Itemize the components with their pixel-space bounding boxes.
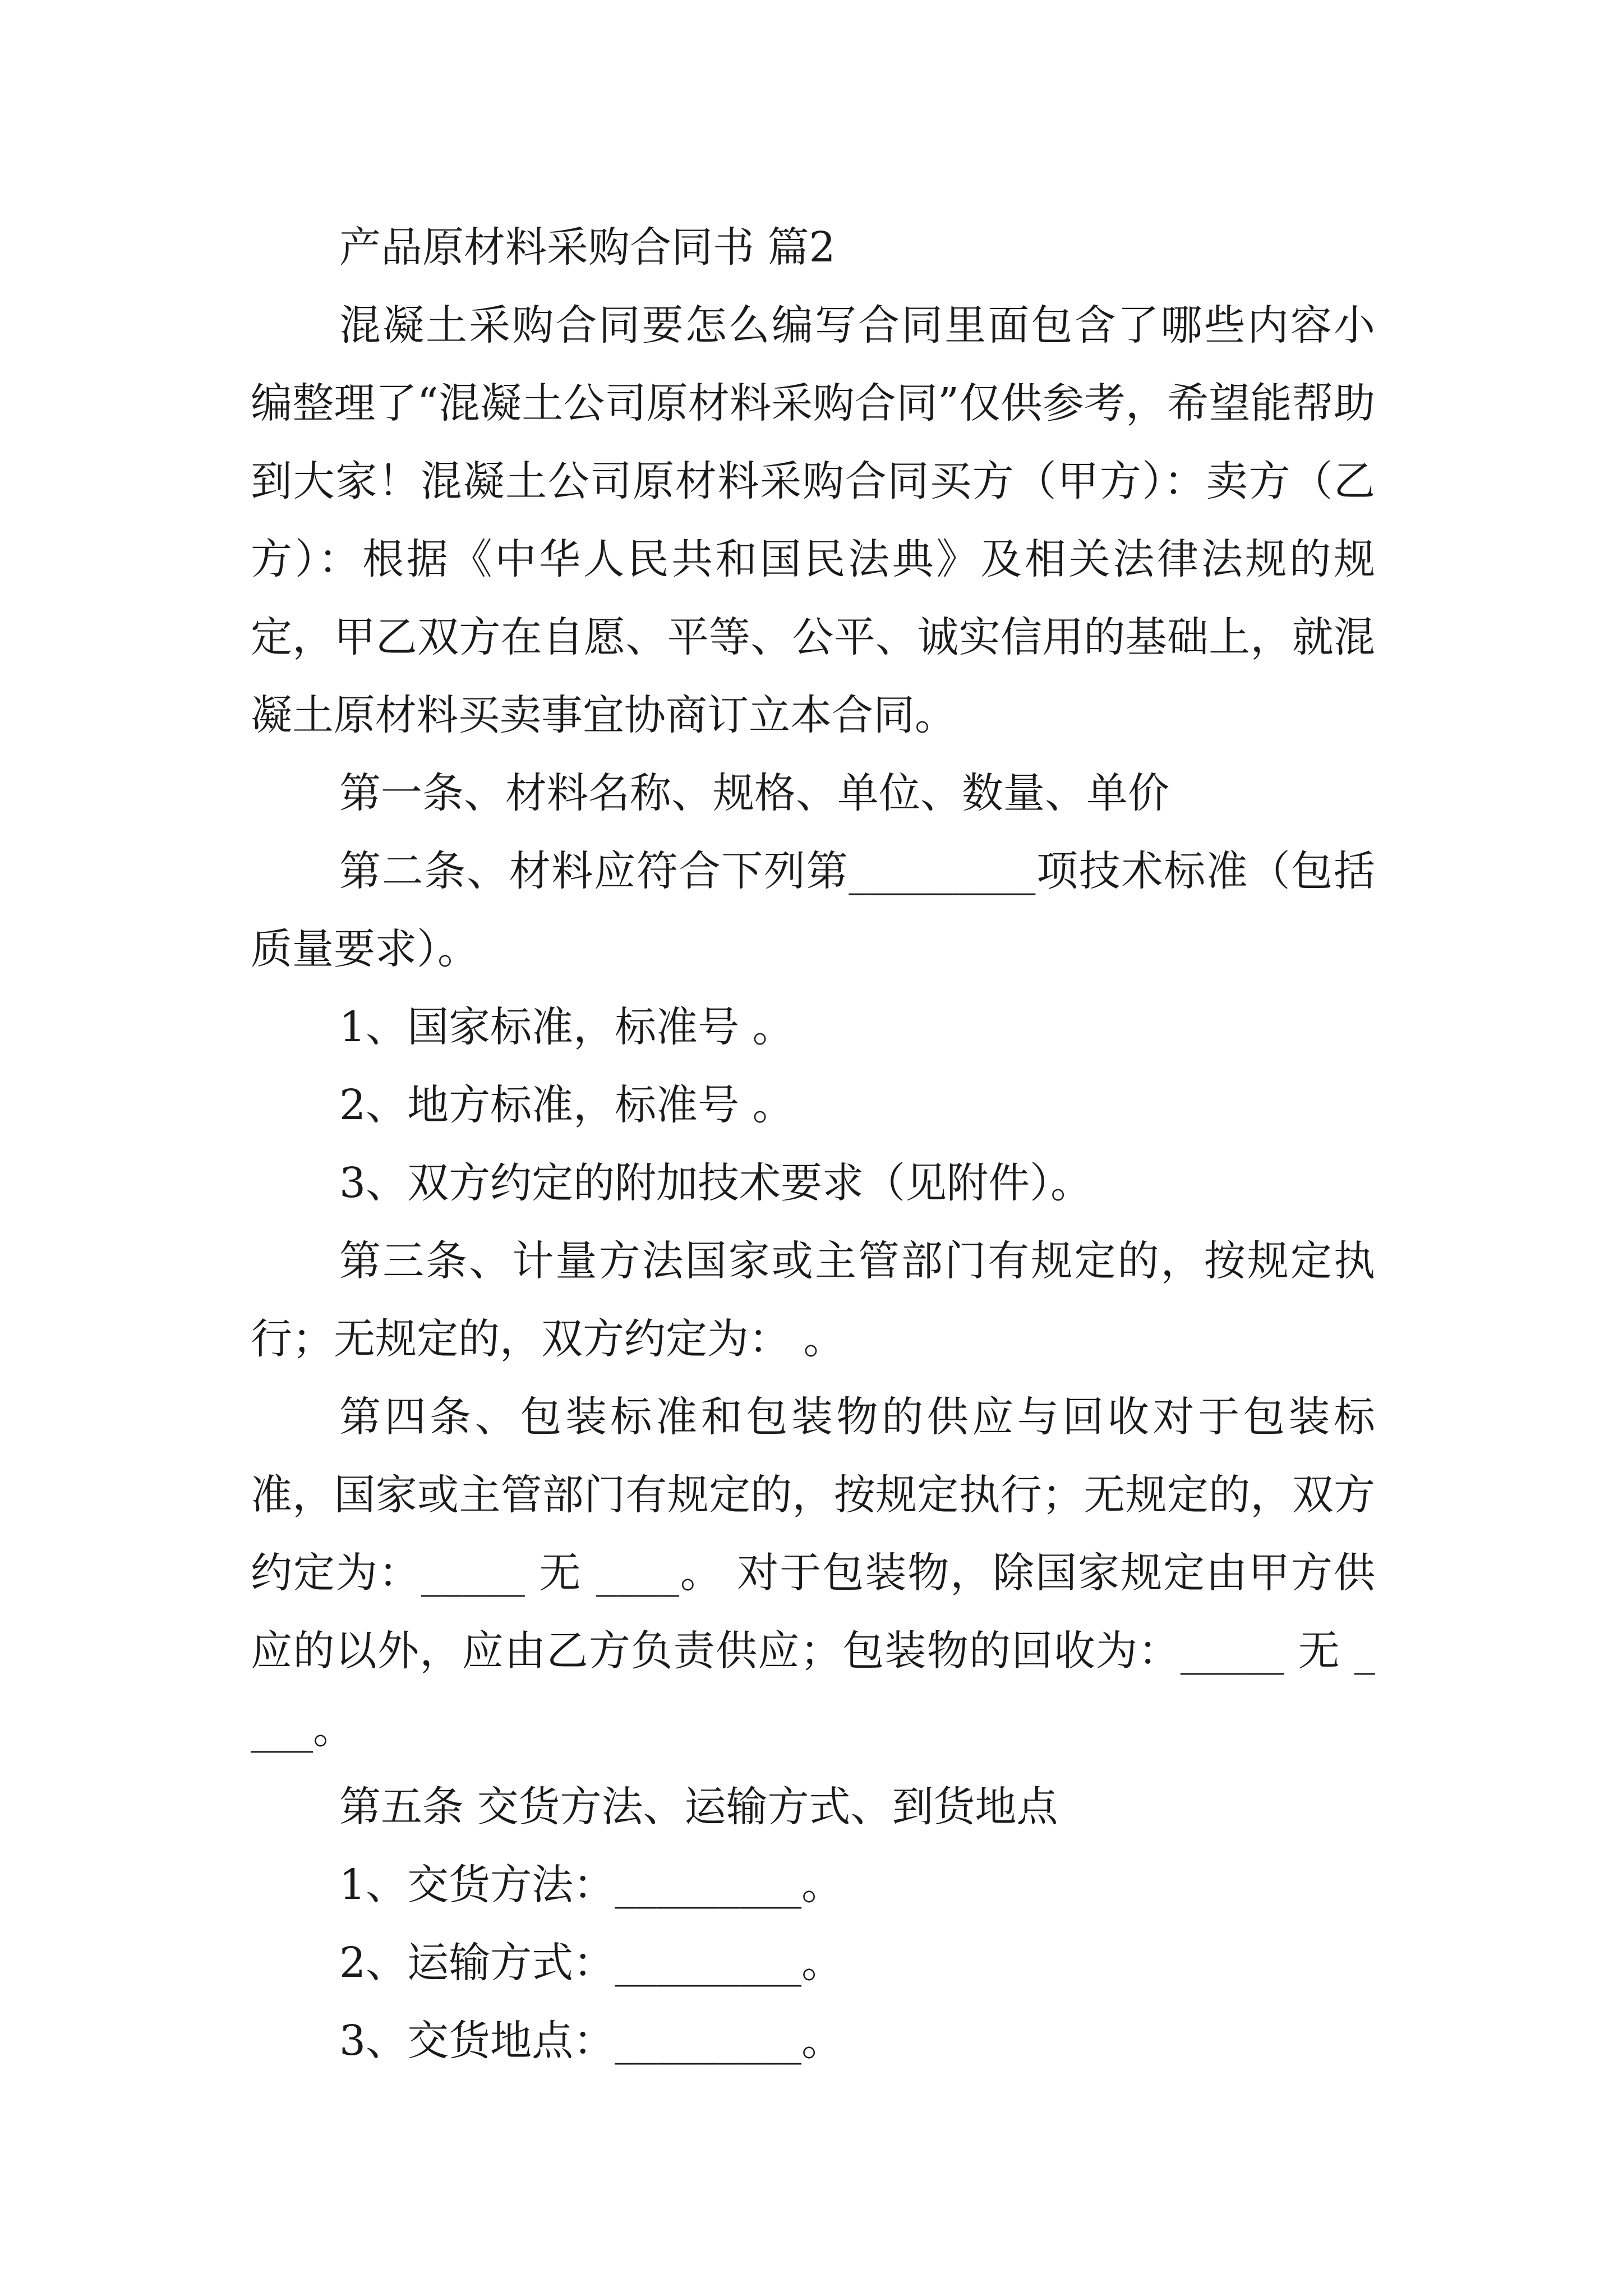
article-2-item-1: 1、国家标准，标准号 。	[339, 1003, 794, 1051]
article-5-item-1: 1、交货方法：_________。	[339, 1861, 843, 1909]
article-3: 第三条、计量方法国家或主管部门有规定的，按规定执行；无规定的，双方约定为： 。	[251, 1237, 1375, 1363]
article-5-item-3: 3、交货地点：_________。	[339, 2017, 843, 2065]
article-4: 第四条、包装标准和包装物的供应与回收对于包装标准，国家或主管部门有规定的，按规定执行；无规定的，双方约定为：_____ 无 ____。 对于包装物，除国家规定由甲方供应的以外，应由乙方负责供应；包装物的回收为：_____ 无 ____。	[251, 1393, 1375, 1753]
intro-paragraph: 混凝土采购合同要怎么编写合同里面包含了哪些内容小编整理了“混凝土公司原材料采购合同”仅供参考，希望能帮助到大家！混凝土公司原材料采购合同买方（甲方）：卖方（乙方）：根据《中华人民共和国民法典》及相关法律法规的规定，甲乙双方在自愿、平等、公平、诚实信用的基础上，就混凝土原材料买卖事宜协商订立本合同。	[251, 301, 1375, 739]
document-title: 产品原材料采购合同书 篇2	[339, 223, 836, 272]
article-5-item-2: 2、运输方式：_________。	[339, 1939, 843, 1987]
article-1: 第一条、材料名称、规格、单位、数量、单价	[339, 769, 1169, 817]
document-body	[251, 209, 1375, 2080]
article-2-item-3: 3、双方约定的附加技术要求（见附件）。	[339, 1159, 1092, 1207]
article-2: 第二条、材料应符合下列第_________项技术标准（包括质量要求）。	[251, 847, 1375, 973]
article-2-item-2: 2、地方标准，标准号 。	[339, 1081, 794, 1129]
article-5: 第五条 交货方法、运输方式、到货地点	[339, 1783, 1058, 1831]
